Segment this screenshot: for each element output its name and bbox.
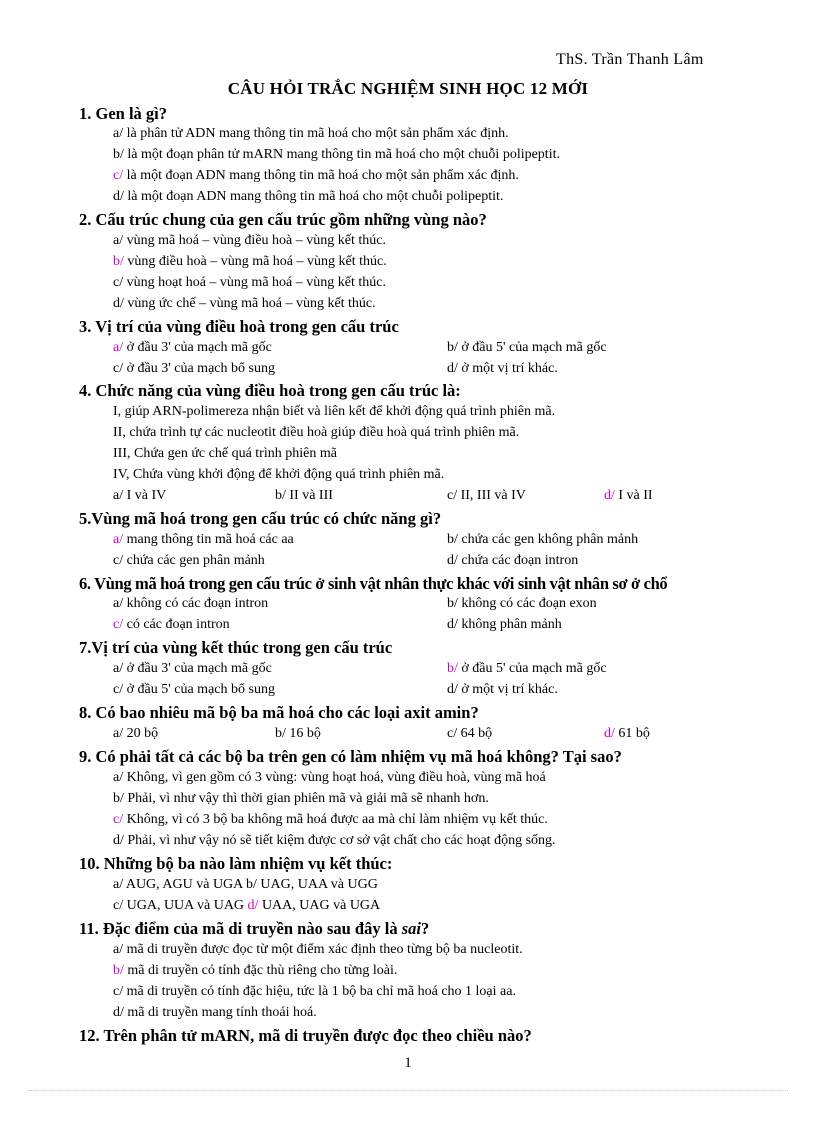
q6-option-a: a/ không có các đoạn intron xyxy=(113,596,269,611)
q4-option-a: a/ I và IV xyxy=(113,488,167,503)
q8-option-d: d/ 61 bộ xyxy=(604,726,650,741)
q2-option-a: a/ vùng mã hoá – vùng điều hoà – vùng kết thúc. xyxy=(113,233,386,248)
q2-option-d: d/ vùng ức chế – vùng mã hoá – vùng kết thúc. xyxy=(113,296,376,311)
q7-option-d: d/ ở một vị trí khác. xyxy=(447,682,558,697)
question-12: 12. Trên phân tử mARN, mã di truyền được đọc theo chiều nào? xyxy=(79,1026,532,1045)
q3-option-b: b/ ở đầu 5' của mạch mã gốc xyxy=(447,340,607,355)
q8-option-c: c/ 64 bộ xyxy=(447,726,493,741)
q2-option-c: c/ vùng hoạt hoá – vùng mã hoá – vùng kết thúc. xyxy=(113,275,386,290)
question-3: 3. Vị trí của vùng điều hoà trong gen cấu trúc xyxy=(79,317,399,336)
question-6: 6. Vùng mã hoá trong gen cấu trúc ở sinh vật nhân thực khác với sinh vật nhân sơ ở chổ xyxy=(79,574,668,593)
q5-option-a: a/ mang thông tin mã hoá các aa xyxy=(113,532,294,547)
q10-options-row-2 xyxy=(113,898,380,914)
author-line: ThS. Trần Thanh Lâm xyxy=(556,51,704,68)
q8-option-a: a/ 20 bộ xyxy=(113,726,159,741)
question-7: 7.Vị trí của vùng kết thúc trong gen cấu trúc xyxy=(79,638,393,657)
emphasis-sai: sai xyxy=(401,919,421,938)
q1-option-d: d/ là một đoạn ADN mang thông tin mã hoá cho một chuỗi polipeptit. xyxy=(113,189,504,204)
q5-option-c: c/ chứa các gen phân mảnh xyxy=(113,553,265,568)
q6-option-c: c/ có các đoạn intron xyxy=(113,617,230,632)
page-title: CÂU HỎI TRẮC NGHIỆM SINH HỌC 12 MỚI xyxy=(227,79,589,98)
q1-option-a: a/ là phân tử ADN mang thông tin mã hoá cho một sản phẩm xác định. xyxy=(113,126,509,141)
q10-options-row-1 xyxy=(113,877,378,893)
q10-option-c: c/ UGA, UUA và UAG xyxy=(113,898,245,913)
q2-option-b: b/ vùng điều hoà – vùng mã hoá – vùng kết thúc. xyxy=(113,254,387,269)
page-number: 1 xyxy=(404,1055,412,1071)
q5-option-d: d/ chứa các đoạn intron xyxy=(447,553,579,568)
question-5: 5.Vùng mã hoá trong gen cấu trúc có chức năng gì? xyxy=(79,509,442,528)
q9-option-d: d/ Phải, vì như vậy nó sẽ tiết kiệm được cơ sở vật chất cho các hoạt động sống. xyxy=(113,833,556,848)
q3-option-a: a/ ở đầu 3' của mạch mã gốc xyxy=(113,340,272,355)
q6-option-b: b/ không có các đoạn exon xyxy=(447,596,597,611)
q4-option-b: b/ II và III xyxy=(275,488,333,503)
question-8: 8. Có bao nhiêu mã bộ ba mã hoá cho các loại axit amin? xyxy=(79,703,479,722)
q1-option-c: c/ là một đoạn ADN mang thông tin mã hoá cho một sản phẩm xác định. xyxy=(113,168,519,183)
q7-option-a: a/ ở đầu 3' của mạch mã gốc xyxy=(113,661,272,676)
question-9: 9. Có phải tất cả các bộ ba trên gen có làm nhiệm vụ mã hoá không? Tại sao? xyxy=(79,747,622,766)
q11-option-c: c/ mã di truyền có tính đặc hiệu, tức là 1 bộ ba chỉ mã hoá cho 1 loại aa. xyxy=(113,984,516,999)
q11-option-b: b/ mã di truyền có tính đặc thù riêng cho từng loài. xyxy=(113,963,398,978)
q4-statement-1: I, giúp ARN-polimereza nhận biết và liên kết để khởi động quá trình phiên mã. xyxy=(113,404,556,419)
q9-option-b: b/ Phải, vì như vậy thì thời gian phiên mã và giải mã sẽ nhanh hơn. xyxy=(113,791,489,806)
q9-option-a: a/ Không, vì gen gồm có 3 vùng: vùng hoạt hoá, vùng điều hoà, vùng mã hoá xyxy=(113,770,546,785)
question-1: 1. Gen là gì? xyxy=(79,104,168,123)
q10-option-b: b/ UAG, UAA và UGG xyxy=(246,877,378,892)
q1-option-b: b/ là một đoạn phân tử mARN mang thông tin mã hoá cho một chuỗi polipeptit. xyxy=(113,147,560,162)
q10-option-a: a/ AUG, AGU và UGA xyxy=(113,877,243,892)
q11-option-a: a/ mã di truyền được đọc từ một điểm xác định theo từng bộ ba nucleotit. xyxy=(113,942,523,957)
question-4: 4. Chức năng của vùng điều hoà trong gen cấu trúc là: xyxy=(79,381,461,400)
question-10: 10. Những bộ ba nào làm nhiệm vụ kết thúc: xyxy=(79,854,393,873)
q4-statement-3: III, Chứa gen ức chế quá trình phiên mã xyxy=(113,446,337,461)
q4-statement-4: IV, Chứa vùng khởi động để khởi động quá trình phiên mã. xyxy=(113,467,445,482)
q4-option-d: d/ I và II xyxy=(604,488,653,503)
q11-option-d: d/ mã di truyền mang tính thoái hoá. xyxy=(113,1005,317,1020)
q4-statement-2: II, chứa trình tự các nucleotit điều hoà giúp điều hoà quá trình phiên mã. xyxy=(113,425,520,440)
q5-option-b: b/ chứa các gen không phân mảnh xyxy=(447,532,639,547)
q7-option-b: b/ ở đầu 5' của mạch mã gốc xyxy=(447,661,607,676)
q3-option-c: c/ ở đầu 3' của mạch bổ sung xyxy=(113,361,275,376)
question-2: 2. Cấu trúc chung của gen cấu trúc gồm những vùng nào? xyxy=(79,210,487,229)
q10-option-d: d/ UAA, UAG và UGA xyxy=(247,898,381,913)
q8-option-b: b/ 16 bộ xyxy=(275,726,321,741)
question-11: 11. Đặc điểm của mã di truyền nào sau đây là sai? xyxy=(79,919,430,938)
footer-divider xyxy=(28,1090,788,1091)
q3-option-d: d/ ở một vị trí khác. xyxy=(447,361,558,376)
q7-option-c: c/ ở đầu 5' của mạch bổ sung xyxy=(113,682,275,697)
q9-option-c: c/ Không, vì có 3 bộ ba không mã hoá được aa mà chỉ làm nhiệm vụ kết thúc. xyxy=(113,812,548,827)
q4-option-c: c/ II, III và IV xyxy=(447,488,526,503)
q6-option-d: d/ không phân mảnh xyxy=(447,617,562,632)
